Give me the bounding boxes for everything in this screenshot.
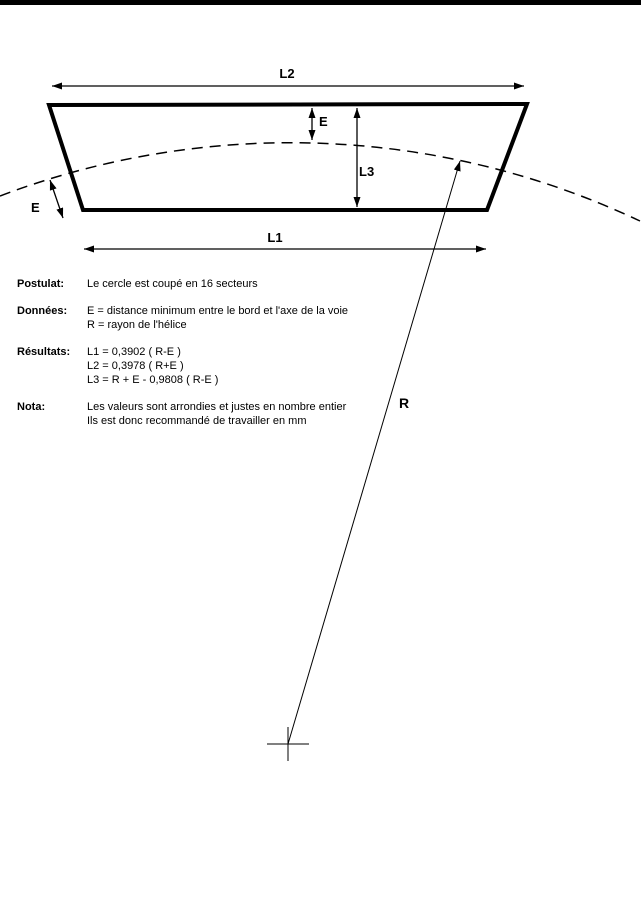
e-left-label: E xyxy=(31,200,40,215)
note-line: L1 = 0,3902 ( R-E ) xyxy=(87,346,181,358)
note-line: Ils est donc recommandé de travailler en mm xyxy=(87,415,307,427)
radius-label: R xyxy=(399,395,410,411)
l3-label: L3 xyxy=(359,164,375,179)
notes-block xyxy=(17,277,457,441)
note-label-resultats: Résultats: xyxy=(17,346,71,358)
note-label-donnees: Données: xyxy=(17,305,68,317)
note-line: Les valeurs sont arrondies et justes en nombre entier xyxy=(87,401,347,413)
note-lines-donnees xyxy=(87,304,457,332)
note-line: R = rayon de l'hélice xyxy=(87,319,187,331)
l1-label: L1 xyxy=(267,230,283,245)
note-lines-resultats xyxy=(87,345,457,387)
note-label-nota: Nota: xyxy=(17,401,46,413)
note-line: Le cercle est coupé en 16 secteurs xyxy=(87,278,258,290)
sector-outline xyxy=(49,104,527,210)
note-line: L3 = R + E - 0,9808 ( R-E ) xyxy=(87,374,219,386)
note-line: L2 = 0,3978 ( R+E ) xyxy=(87,360,184,372)
note-group-donnees xyxy=(17,304,457,332)
note-label-postulat: Postulat: xyxy=(17,278,65,290)
note-group-postulat xyxy=(17,277,457,291)
note-lines-postulat xyxy=(87,277,457,291)
l2-label: L2 xyxy=(279,66,295,81)
center-mark xyxy=(267,727,309,761)
e-left-dimension-line xyxy=(50,180,63,218)
e-top-label: E xyxy=(319,114,328,129)
note-group-resultats xyxy=(17,345,457,387)
note-line: E = distance minimum entre le bord et l'axe de la voie xyxy=(87,305,349,317)
note-group-nota xyxy=(17,400,457,428)
note-lines-nota xyxy=(87,400,457,428)
